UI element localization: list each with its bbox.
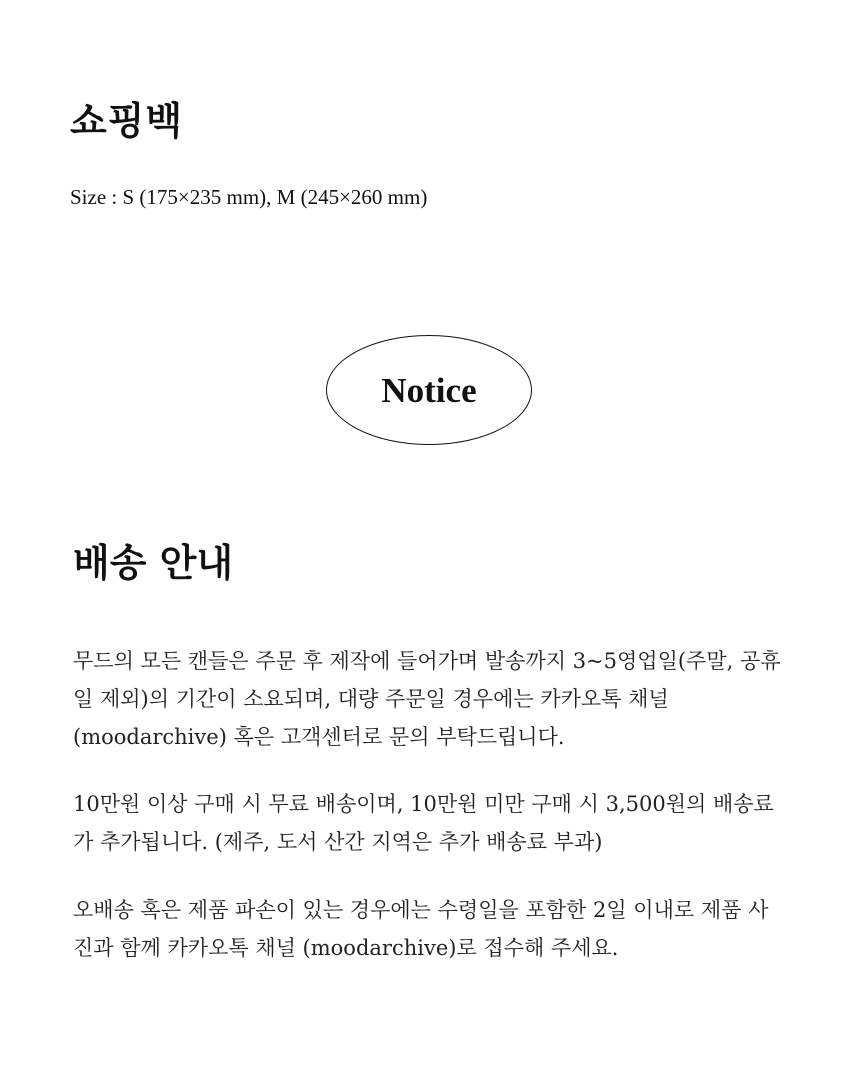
product-size-info: Size : S (175×235 mm), M (245×260 mm) [70, 185, 428, 209]
notice-badge [326, 335, 532, 445]
notice-label: Notice [381, 370, 477, 410]
shipping-paragraph-damage: 오배송 혹은 제품 파손이 있는 경우에는 수령일을 포함한 2일 이내로 제품 사진과 함께 카카오톡 채널 (moodarchive)로 접수해 주세요. [73, 898, 769, 960]
shipping-section-title: 배송 안내 [73, 540, 234, 585]
shipping-paragraph-production: 무드의 모든 캔들은 주문 후 제작에 들어가며 발송까지 3~5영업일(주말, 공휴일 제외)의 기간이 소요되며, 대량 주문일 경우에는 카카오톡 채널 (moodarchive) 혹은 고객센터로 문의 부탁드립니다. [73, 649, 781, 749]
shipping-paragraph-fee: 10만원 이상 구매 시 무료 배송이며, 10만원 미만 구매 시 3,500원의 배송료가 추가됩니다. (제주, 도서 산간 지역은 추가 배송료 부과) [73, 792, 774, 854]
product-title: 쇼핑백 [70, 98, 184, 143]
